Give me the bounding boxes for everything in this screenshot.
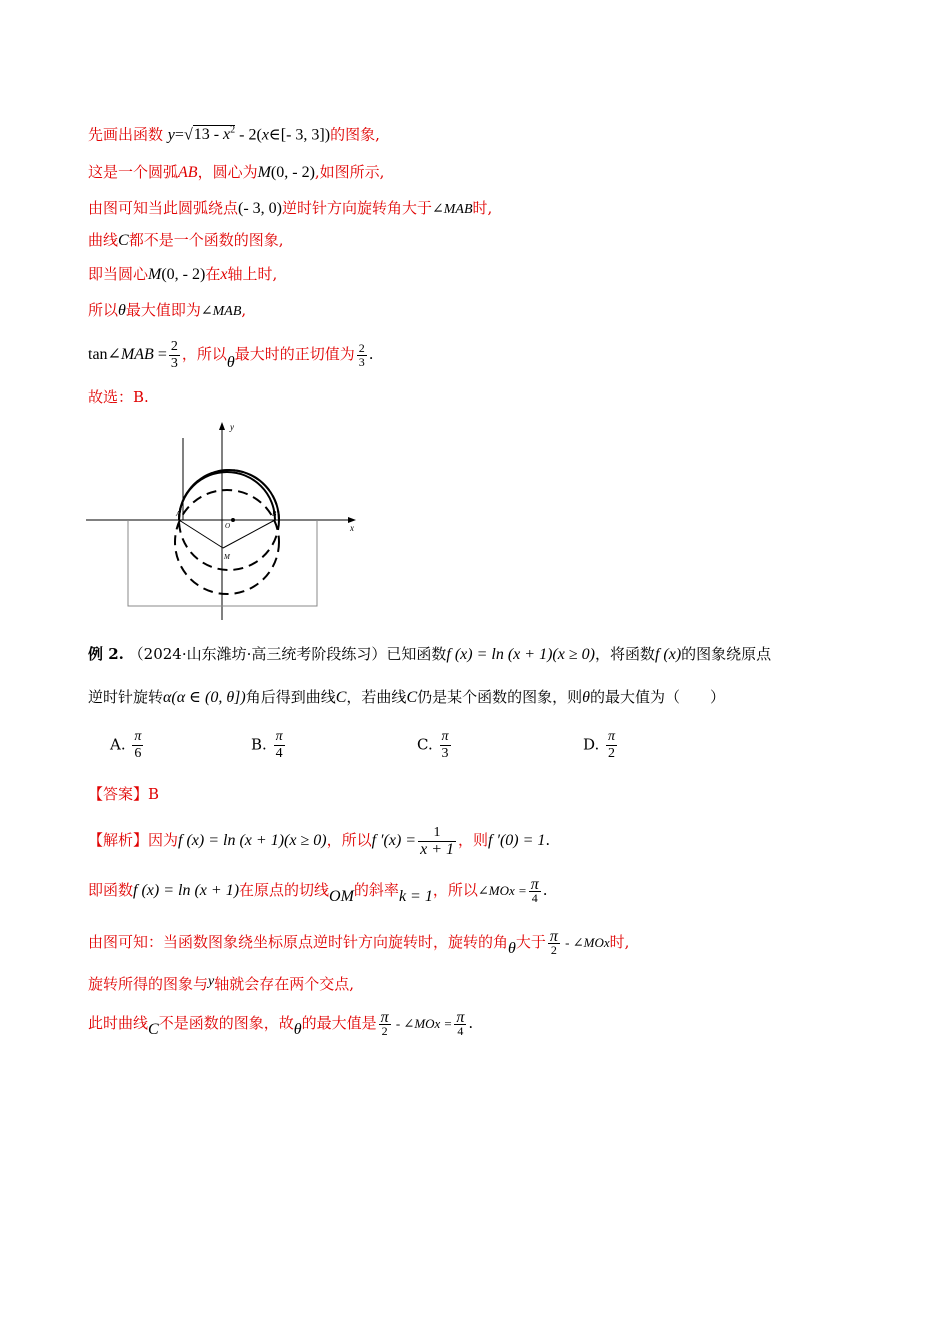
example-line-2 — [88, 687, 725, 708]
numerator: π — [530, 875, 539, 893]
dashed-circle-lower — [175, 490, 279, 594]
text: 逆时针方向旋转角大于 — [282, 199, 433, 217]
text: ，将函数 — [594, 645, 655, 663]
text: . — [545, 831, 551, 849]
text: 最大时的正切值为 — [234, 345, 355, 363]
math: f ′(0) = 1 — [488, 832, 546, 849]
math: ∠MAB — [200, 304, 242, 319]
numerator: π — [456, 1008, 465, 1026]
math: (0, - 2) — [270, 164, 315, 181]
text: 先画出函数 — [88, 125, 164, 144]
math: - ∠MOx — [561, 935, 610, 950]
text: 所以 — [88, 301, 119, 319]
math-var: C — [406, 689, 418, 706]
numerator: π — [380, 1008, 389, 1026]
text: . — [468, 1014, 474, 1032]
denominator: 2 — [548, 943, 560, 957]
solution-line-3 — [88, 198, 492, 220]
math-var: x — [220, 266, 228, 283]
math-var: M — [257, 164, 271, 181]
answer-tag: 【答案】 — [88, 785, 149, 803]
denominator: 4 — [454, 1024, 466, 1038]
label-a: A — [176, 510, 181, 518]
numerator: π — [134, 729, 142, 744]
text: 轴就会存在两个交点, — [214, 975, 355, 993]
numerator: π — [441, 729, 449, 744]
text: 都不是一个函数的图象, — [128, 231, 284, 249]
text: 在原点的切线 — [239, 881, 330, 899]
math-var: θ — [293, 1021, 302, 1038]
denominator: 6 — [132, 745, 143, 762]
solution-line-8 — [88, 387, 149, 407]
math-var: x — [223, 126, 231, 144]
numerator: π — [275, 729, 283, 744]
answer-value: B — [148, 785, 160, 803]
text: 由图可知当此圆弧绕点 — [88, 199, 239, 217]
math: (- 3, 0) — [238, 200, 282, 217]
text: ,如图所示, — [314, 163, 385, 181]
math: = — [174, 126, 184, 144]
fraction — [529, 875, 541, 905]
text: 的最大值为（ ） — [589, 688, 725, 706]
math-var: MAB — [120, 346, 154, 363]
text: 轴上时, — [227, 265, 278, 283]
label-m: M — [224, 553, 230, 561]
math-var: y — [208, 974, 215, 989]
text: 最大值即为 — [125, 301, 201, 319]
math-var: y — [167, 126, 175, 144]
text: . — [542, 881, 548, 899]
fraction — [379, 1008, 391, 1038]
label-o: O — [225, 522, 231, 530]
point-center — [231, 518, 235, 522]
analysis-line-1 — [88, 823, 550, 858]
solution-line-4 — [88, 230, 283, 251]
text: 这是一个圆弧 — [88, 163, 179, 181]
math-var: x — [261, 126, 269, 144]
answer-line — [88, 784, 159, 804]
fraction — [454, 1008, 466, 1038]
text: 的最大值是 — [301, 1014, 377, 1032]
analysis-tag: 【解析】 — [88, 831, 149, 849]
math-var: θ — [582, 689, 590, 706]
solution-line-2 — [88, 162, 384, 183]
denominator: 3 — [358, 354, 365, 369]
option-a[interactable] — [110, 729, 145, 762]
text: 由图可知：当函数图象绕坐标原点逆时针方向旋转时，旋转的角 — [88, 933, 509, 951]
text: ，若曲线 — [346, 688, 407, 706]
math: ∈[- 3, 3]) — [268, 126, 331, 144]
numerator: π — [549, 927, 558, 945]
fraction — [606, 729, 617, 762]
fraction — [418, 825, 456, 858]
math: f (x) = ln (x + 1)(x ≥ 0) — [178, 832, 327, 849]
math: (0, - 2) — [161, 266, 206, 283]
math-var: AB — [178, 164, 198, 181]
fraction — [548, 927, 560, 957]
text: 在 — [205, 265, 221, 283]
text: 角后得到曲线 — [245, 688, 336, 706]
text: ，所以 — [432, 881, 478, 899]
numerator: π — [608, 729, 616, 744]
fraction — [169, 339, 180, 372]
text: （2024·山东潍坊·高三统考阶段练习）已知函数 — [128, 645, 447, 663]
text: 的图象绕原点 — [681, 645, 772, 663]
option-label: A. — [110, 735, 126, 754]
numerator: 1 — [433, 824, 441, 840]
denominator: 2 — [379, 1024, 391, 1038]
analysis-line-2 — [88, 873, 548, 914]
y-axis-arrow — [219, 422, 225, 430]
math-var: C — [335, 689, 347, 706]
circle-arc-figure — [86, 420, 366, 630]
arc-solid-outer — [179, 470, 279, 520]
text: , — [241, 301, 247, 319]
math: f (x) — [654, 646, 682, 663]
text: . — [368, 345, 374, 363]
denominator: 4 — [274, 745, 285, 762]
text: 的图象, — [330, 125, 380, 144]
math-var: θ — [118, 302, 126, 319]
label-x: x — [350, 523, 354, 533]
denominator: x + 1 — [420, 840, 454, 858]
text: 故选：B. — [88, 388, 149, 406]
text: ，所以 — [326, 831, 372, 849]
text: 逆时针旋转 — [88, 688, 164, 706]
math-var: C — [148, 1021, 159, 1038]
text: 此时曲线 — [88, 1014, 149, 1032]
fraction — [357, 342, 367, 369]
option-c[interactable] — [417, 729, 453, 762]
math: tan∠ — [88, 346, 121, 363]
solution-line-6 — [88, 300, 246, 322]
text: 即函数 — [88, 881, 134, 899]
text: ，所以 — [181, 345, 227, 363]
text: 时, — [609, 933, 630, 951]
text: 不是函数的图象，故 — [158, 1014, 294, 1032]
text: 的斜率 — [353, 881, 399, 899]
option-label: C. — [417, 735, 433, 754]
analysis-line-5 — [88, 1006, 473, 1047]
numerator: 2 — [170, 338, 178, 354]
text: 因为 — [148, 831, 179, 849]
math: α(α ∈ (0, θ]) — [163, 689, 246, 706]
math-var: θ — [226, 354, 235, 371]
math-var: OM — [329, 888, 354, 905]
math: = — [153, 346, 167, 363]
fraction — [274, 729, 285, 762]
math-var: θ — [508, 940, 516, 957]
text: 仍是某个函数的图象，则 — [417, 688, 583, 706]
math: 13 - — [193, 126, 224, 144]
math: - 2( — [235, 126, 262, 144]
text: ，则 — [458, 831, 489, 849]
math: k = 1 — [398, 888, 433, 905]
label-y: y — [230, 422, 234, 432]
text: 曲线 — [88, 231, 119, 249]
analysis-line-4 — [88, 972, 354, 994]
math: ∠MAB — [432, 202, 473, 217]
label-b: B — [272, 510, 277, 518]
denominator: 3 — [440, 745, 451, 762]
solution-line-5 — [88, 264, 277, 285]
analysis-line-3 — [88, 925, 629, 966]
option-label: D. — [583, 735, 600, 754]
math: - ∠MOx = — [392, 1016, 453, 1031]
option-b[interactable] — [251, 729, 287, 762]
option-label: B. — [251, 735, 267, 754]
example-line-1 — [88, 644, 771, 665]
text: ，圆心为 — [197, 163, 258, 181]
arc-solid-inner — [179, 472, 275, 520]
text: 即当圆心 — [88, 265, 149, 283]
math: ∠MOx = — [477, 883, 527, 898]
denominator: 2 — [606, 745, 617, 762]
example-label: 例 2. — [88, 645, 124, 663]
denominator: 4 — [529, 891, 541, 905]
solution-line-7 — [88, 336, 374, 381]
math-var: M — [148, 266, 162, 283]
fraction — [440, 729, 451, 762]
math-sup: 2 — [230, 125, 236, 136]
math: f ′(x) = — [371, 832, 417, 849]
denominator: 3 — [170, 355, 178, 371]
solution-line-1: 先画出函数 $y=√13 - x^2$ - 2(x∈[- 3, 3])的图象, — [88, 125, 380, 144]
math: f (x) = ln (x + 1)(x ≥ 0) — [446, 646, 595, 663]
text: 大于 — [515, 933, 546, 951]
math: f (x) = ln (x + 1) — [133, 882, 240, 899]
segment-bm — [223, 520, 275, 548]
option-d[interactable] — [583, 729, 619, 762]
text: 时, — [472, 199, 493, 217]
numerator: 2 — [358, 340, 365, 355]
sqrt-expression — [193, 125, 235, 143]
math-var: C — [118, 232, 129, 249]
fraction — [132, 729, 143, 762]
text: 旋转所得的图象与 — [88, 975, 209, 993]
